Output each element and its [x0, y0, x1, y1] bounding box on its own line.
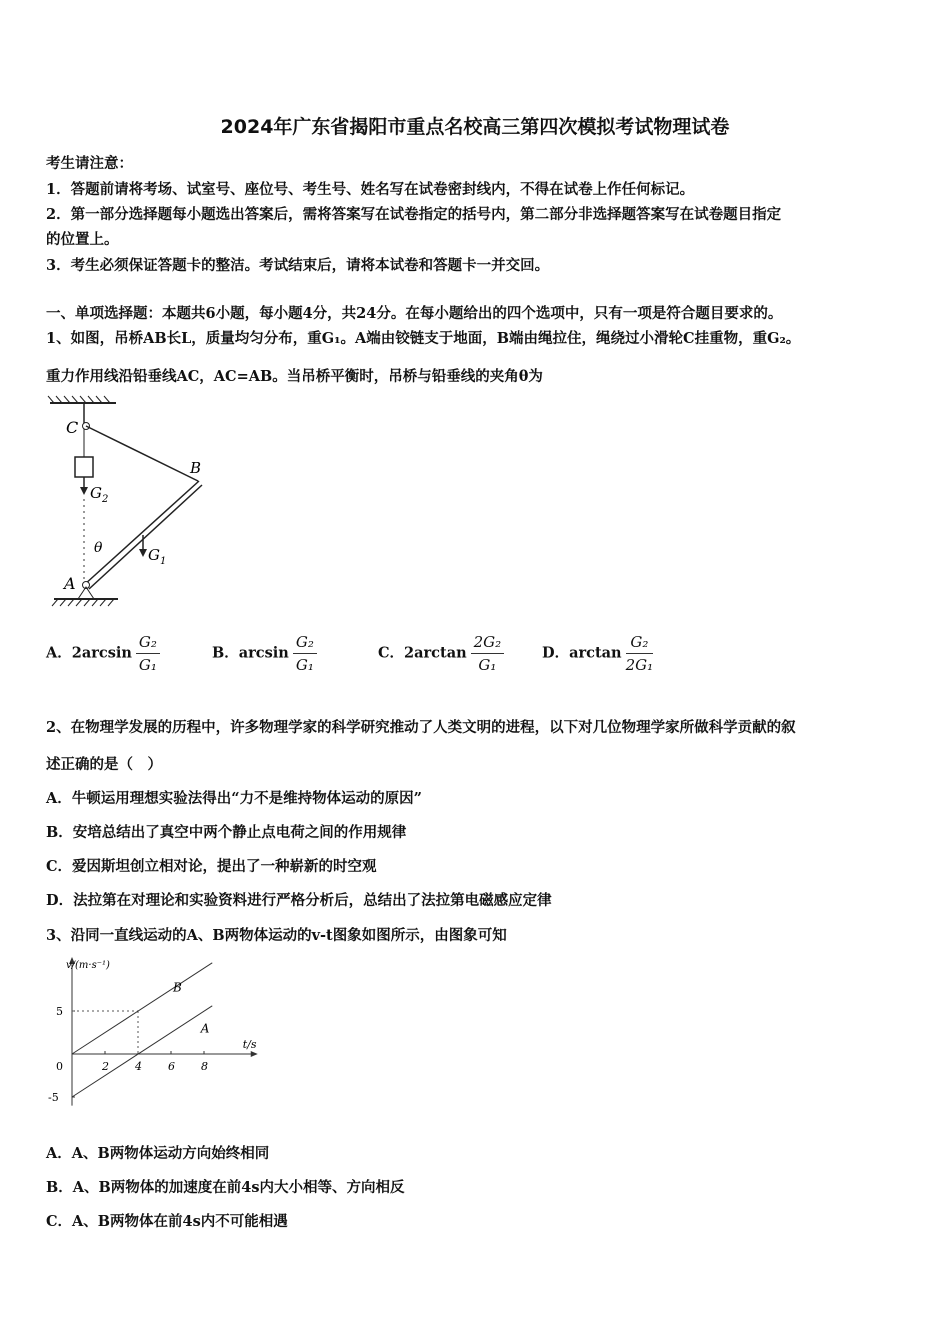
- x-tick-label: 6: [168, 1060, 175, 1073]
- q1-option-b[interactable]: B．arcsin $\frac{\text{G₂}}{\text{G₁}}$: [212, 633, 317, 674]
- q2-stem-line2: 述正确的是（ ）: [46, 756, 162, 773]
- notice-heading: 考生请注意：: [46, 155, 133, 172]
- q1-option-a[interactable]: A．2arcsin $\frac{\text{G₂}}{\text{G₁}}$: [46, 633, 160, 674]
- drawbridge-figure: [46, 395, 216, 615]
- notice-item-2: 2．第一部分选择题每小题选出答案后，需将答案写在试卷指定的括号内，第二部分非选择题答案写在试卷题目指定: [46, 206, 782, 223]
- x-tick-label: 4: [135, 1060, 142, 1073]
- q2-option-a[interactable]: A．牛顿运用理想实验法得出“力不是维持物体运动的原因”: [46, 790, 422, 807]
- y-tick-label: -5: [48, 1091, 59, 1104]
- q3-option-a[interactable]: A．A、B两物体运动方向始终相同: [46, 1145, 270, 1162]
- q3-stem-line1: 3、沿同一直线运动的A、B两物体运动的v-t图象如图所示，由图象可知: [46, 927, 507, 944]
- series-line-a: [72, 1006, 212, 1097]
- section-heading: 一、单项选择题：本题共6小题，每小题4分，共24分。在每小题给出的四个选项中，只有一项是符合题目要求的。: [46, 305, 783, 322]
- label-g1: $G_1$: [148, 546, 167, 567]
- x-axis-arrow: [251, 1051, 258, 1057]
- rope-cb: [86, 426, 198, 481]
- weight-block: [75, 457, 93, 477]
- ceiling-support: [48, 396, 116, 403]
- series-line-b: [72, 963, 212, 1054]
- y-tick-label: 5: [56, 1005, 63, 1018]
- q1-stem-line1: 1、如图，吊桥AB长L，质量均匀分布，重G₁。A端由铰链支于地面，B端由绳拉住，绳绕过小滑轮C挂重物，重G₂。: [46, 330, 801, 347]
- series-label-a: A: [200, 1021, 210, 1036]
- notice-item-1: 1．答题前请将考场、试室号、座位号、考生号、姓名写在试卷密封线内，不得在试卷上作任何标记。: [46, 181, 695, 198]
- series-label-b: B: [173, 980, 182, 995]
- x-tick-label: 8: [201, 1060, 208, 1073]
- x-tick-label: 2: [102, 1060, 109, 1073]
- y-axis-label: v/(m·s⁻¹): [66, 960, 110, 971]
- vt-graph: [42, 952, 262, 1122]
- notice-item-2-cont: 的位置上。: [46, 231, 119, 248]
- q2-option-d[interactable]: D．法拉第在对理论和实验资料进行严格分析后，总结出了法拉第电磁感应定律: [46, 892, 552, 909]
- label-c: C: [66, 418, 79, 437]
- q2-stem-line1: 2、在物理学发展的历程中，许多物理学家的科学研究推动了人类文明的进程，以下对几位物理学家所做科学贡献的叙: [46, 719, 796, 736]
- q3-option-b[interactable]: B．A、B两物体的加速度在前4s内大小相等、方向相反: [46, 1179, 405, 1196]
- origin-label: 0: [56, 1060, 63, 1073]
- label-g2: $G_2$: [90, 484, 109, 505]
- notice-item-3: 3．考生必须保证答题卡的整洁。考试结束后，请将本试卷和答题卡一并交回。: [46, 257, 550, 274]
- label-a: A: [64, 574, 76, 593]
- page-title: 2024年广东省揭阳市重点名校高三第四次模拟考试物理试卷: [220, 116, 730, 138]
- q3-option-c[interactable]: C．A、B两物体在前4s内不可能相遇: [46, 1213, 288, 1230]
- x-axis-label: t/s: [242, 1038, 257, 1051]
- q1-option-c[interactable]: C．2arctan $\frac{\text{2G₂}}{\text{G₁}}$: [378, 633, 504, 674]
- label-b: B: [190, 459, 202, 477]
- q2-option-c[interactable]: C．爱因斯坦创立相对论，提出了一种崭新的时空观: [46, 858, 377, 875]
- label-theta: θ: [94, 540, 103, 556]
- q1-option-d[interactable]: D．arctan $\frac{\text{G₂}}{\text{2G₁}}$: [542, 633, 654, 674]
- q2-option-b[interactable]: B．安培总结出了真空中两个静止点电荷之间的作用规律: [46, 824, 407, 841]
- q1-stem-line2: 重力作用线沿铅垂线AC，AC=AB。当吊桥平衡时，吊桥与铅垂线的夹角θ为: [46, 368, 543, 385]
- ground-support: [52, 599, 118, 606]
